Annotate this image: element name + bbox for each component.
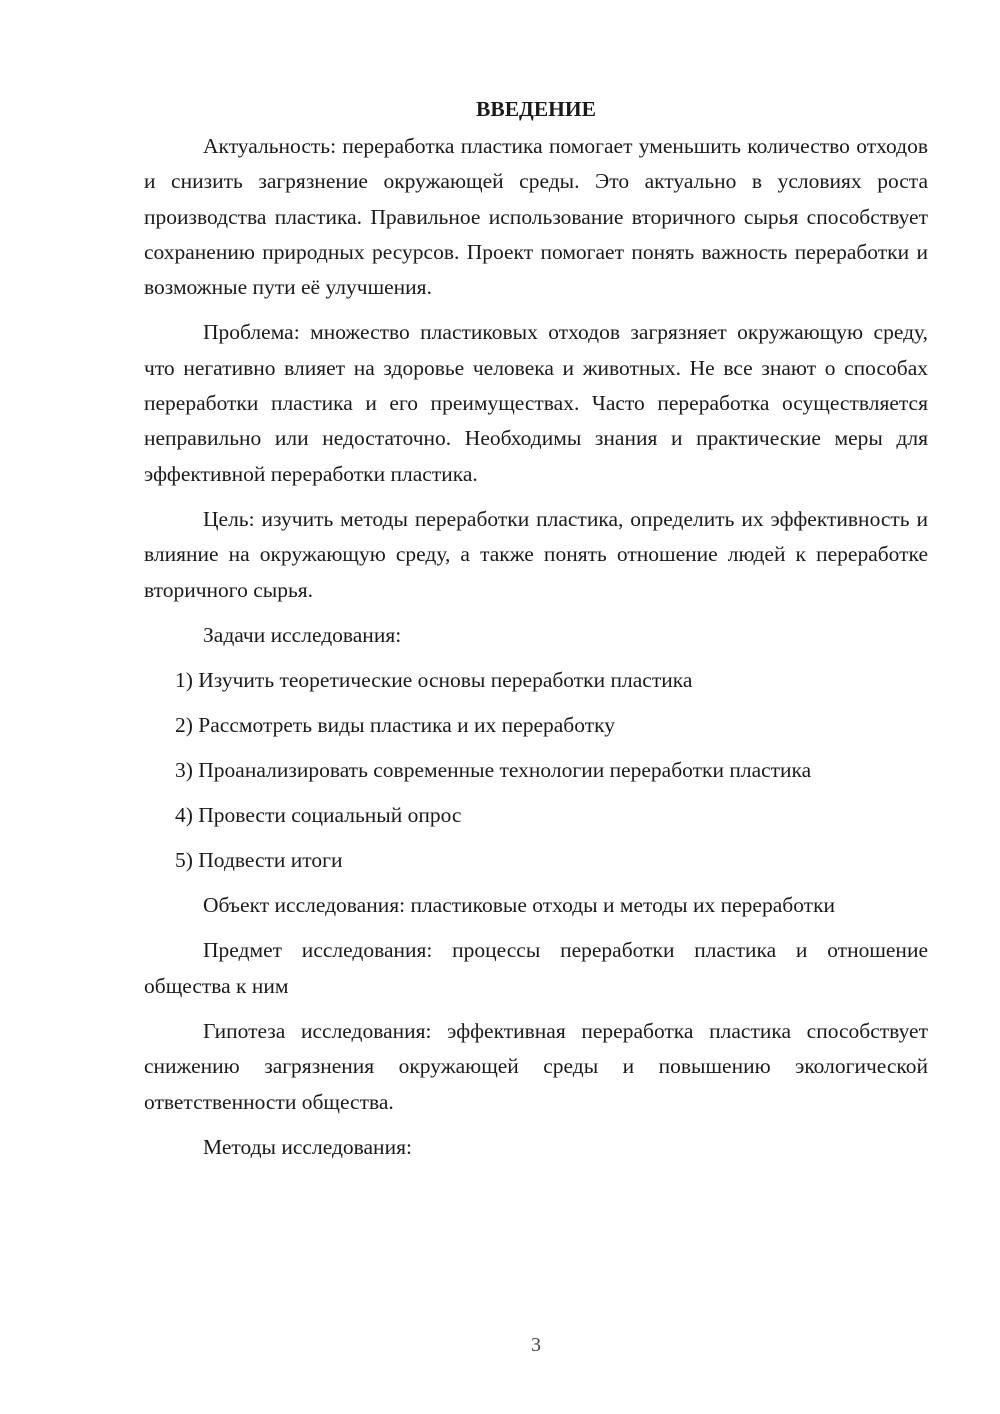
relevance-paragraph: Актуальность: переработка пластика помогает уменьшить количество отходов и снизить загрязнение окружающей среды. Это актуально в условиях роста производства пластика. Правильное использование вторичного сырья способствует сохранению природных ресурсов. Проект помогает понять важность переработки и возможные пути её улучшения. (144, 134, 928, 300)
goal-paragraph: Цель: изучить методы переработки пластика, определить их эффективность и влияние на окружающую среду, а также понять отношение людей к переработке вторичного сырья. (144, 506, 928, 602)
list-item: 5) Подвести итоги (175, 848, 343, 873)
list-item: 2) Рассмотреть виды пластика и их переработку (175, 713, 615, 738)
tasks-heading: Задачи исследования: (203, 622, 402, 647)
page-number: 3 (531, 1334, 541, 1356)
list-item: 4) Провести социальный опрос (175, 803, 462, 828)
page-title: ВВЕДЕНИЕ (476, 97, 596, 121)
methods-heading: Методы исследования: (203, 1134, 412, 1159)
list-item: 3) Проанализировать современные технологии переработки пластика (175, 758, 812, 783)
hypothesis-paragraph: Гипотеза исследования: эффективная переработка пластика способствует снижению загрязнения окружающей среды и повышению экологической ответственности общества. (144, 1019, 928, 1114)
problem-paragraph: Проблема: множество пластиковых отходов загрязняет окружающую среду, что негативно влияет на здоровье человека и животных. Не все знают о способах переработки пластика и его преимуществах. Часто переработка осуществляется неправильно или недостаточно. Необходимы знания и практические меры для эффективной переработки пластика. (144, 320, 928, 486)
list-item: 1) Изучить теоретические основы переработки пластика (175, 668, 693, 693)
subject-paragraph: Предмет исследования: процессы переработки пластика и отношение общества к ним (144, 938, 928, 998)
tasks-list (144, 663, 928, 878)
object-paragraph: Объект исследования: пластиковые отходы и методы их переработки (203, 893, 836, 918)
document-page (144, 92, 928, 1175)
